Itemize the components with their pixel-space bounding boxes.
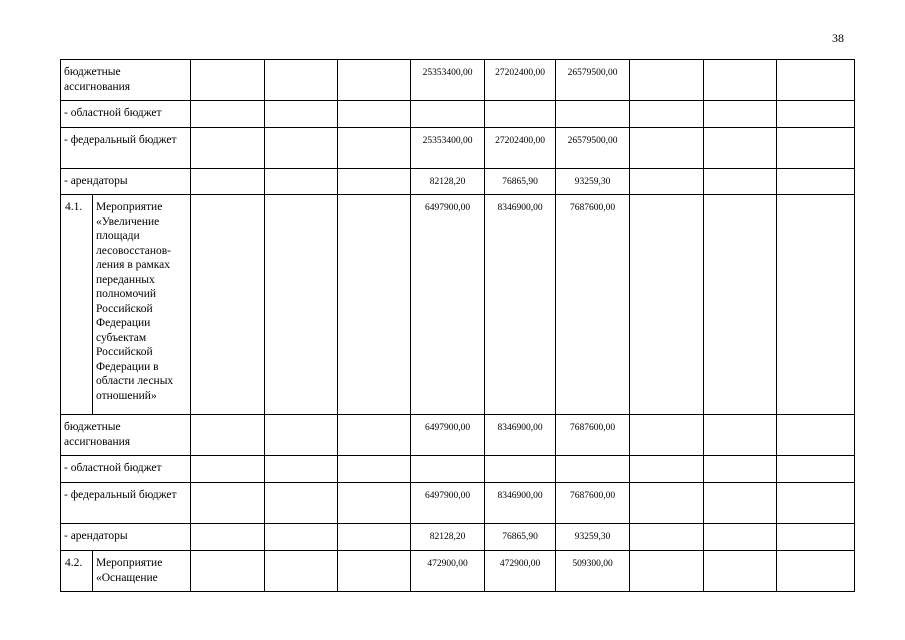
value-cell (411, 456, 485, 483)
table-row (61, 483, 855, 524)
empty-cell (338, 169, 411, 195)
table-row (61, 551, 855, 592)
empty-cell (265, 60, 338, 101)
empty-cell (777, 456, 855, 483)
table-row (61, 60, 855, 101)
empty-cell (338, 456, 411, 483)
empty-cell (191, 101, 265, 128)
row-label: - федеральный бюджет (61, 483, 191, 524)
empty-cell (777, 551, 855, 592)
empty-cell (338, 195, 411, 415)
empty-cell (630, 128, 704, 169)
empty-cell (630, 101, 704, 128)
empty-cell (777, 195, 855, 415)
empty-cell (265, 415, 338, 456)
row-label: - областной бюджет (61, 101, 191, 128)
empty-cell (265, 195, 338, 415)
value-cell: 93259,30 (556, 524, 630, 551)
row-label: бюджетные ассигнования (61, 415, 191, 456)
empty-cell (338, 101, 411, 128)
empty-cell (265, 128, 338, 169)
empty-cell (265, 456, 338, 483)
row-label: - арендаторы (61, 524, 191, 551)
row-label: - арендаторы (61, 169, 191, 195)
value-cell: 76865,90 (485, 169, 556, 195)
empty-cell (191, 195, 265, 415)
value-cell: 27202400,00 (485, 60, 556, 101)
value-cell (485, 101, 556, 128)
value-cell: 8346900,00 (485, 195, 556, 415)
value-cell: 7687600,00 (556, 483, 630, 524)
empty-cell (704, 195, 777, 415)
table-row (61, 524, 855, 551)
value-cell: 27202400,00 (485, 128, 556, 169)
value-cell: 7687600,00 (556, 195, 630, 415)
row-label: бюджетные ассигнования (61, 60, 191, 101)
value-cell: 8346900,00 (485, 415, 556, 456)
empty-cell (630, 169, 704, 195)
value-cell: 472900,00 (485, 551, 556, 592)
table-row (61, 169, 855, 195)
empty-cell (777, 101, 855, 128)
empty-cell (630, 60, 704, 101)
empty-cell (191, 456, 265, 483)
item-title: Мероприятие «Увеличение площади лесовосстанов-ления в рамках переданных полномочий Российской Федерации субъектам Российской Федерации в области лесных отношений» (93, 195, 191, 415)
empty-cell (630, 415, 704, 456)
empty-cell (338, 483, 411, 524)
empty-cell (704, 101, 777, 128)
value-cell (556, 101, 630, 128)
empty-cell (777, 524, 855, 551)
page-number: 38 (832, 31, 844, 45)
empty-cell (338, 128, 411, 169)
value-cell: 93259,30 (556, 169, 630, 195)
empty-cell (338, 415, 411, 456)
empty-cell (191, 128, 265, 169)
item-number: 4.1. (61, 195, 93, 415)
empty-cell (191, 415, 265, 456)
table-row (61, 128, 855, 169)
empty-cell (630, 456, 704, 483)
empty-cell (704, 551, 777, 592)
value-cell: 6497900,00 (411, 483, 485, 524)
item-title: Мероприятие «Оснащение (93, 551, 191, 592)
empty-cell (630, 551, 704, 592)
row-label: - федеральный бюджет (61, 128, 191, 169)
empty-cell (704, 483, 777, 524)
value-cell: 7687600,00 (556, 415, 630, 456)
empty-cell (338, 551, 411, 592)
value-cell: 76865,90 (485, 524, 556, 551)
empty-cell (777, 128, 855, 169)
value-cell (411, 101, 485, 128)
empty-cell (265, 524, 338, 551)
empty-cell (630, 483, 704, 524)
value-cell (556, 456, 630, 483)
table-row (61, 101, 855, 128)
empty-cell (704, 60, 777, 101)
value-cell: 26579500,00 (556, 60, 630, 101)
table-row (61, 456, 855, 483)
budget-table (60, 59, 855, 592)
empty-cell (265, 101, 338, 128)
empty-cell (265, 169, 338, 195)
value-cell: 8346900,00 (485, 483, 556, 524)
empty-cell (265, 551, 338, 592)
item-number: 4.2. (61, 551, 93, 592)
value-cell: 6497900,00 (411, 195, 485, 415)
empty-cell (630, 195, 704, 415)
value-cell: 472900,00 (411, 551, 485, 592)
empty-cell (777, 60, 855, 101)
empty-cell (191, 483, 265, 524)
value-cell: 25353400,00 (411, 128, 485, 169)
empty-cell (191, 524, 265, 551)
table-row (61, 415, 855, 456)
table-row (61, 195, 855, 415)
value-cell: 82128,20 (411, 524, 485, 551)
empty-cell (630, 524, 704, 551)
value-cell: 26579500,00 (556, 128, 630, 169)
empty-cell (704, 456, 777, 483)
empty-cell (704, 169, 777, 195)
empty-cell (191, 551, 265, 592)
value-cell: 25353400,00 (411, 60, 485, 101)
row-label: - областной бюджет (61, 456, 191, 483)
empty-cell (191, 169, 265, 195)
budget-table-body (61, 60, 855, 592)
value-cell: 6497900,00 (411, 415, 485, 456)
empty-cell (265, 483, 338, 524)
empty-cell (704, 415, 777, 456)
empty-cell (704, 128, 777, 169)
empty-cell (338, 524, 411, 551)
empty-cell (191, 60, 265, 101)
empty-cell (777, 415, 855, 456)
value-cell: 509300,00 (556, 551, 630, 592)
empty-cell (704, 524, 777, 551)
empty-cell (777, 169, 855, 195)
empty-cell (777, 483, 855, 524)
value-cell (485, 456, 556, 483)
value-cell: 82128,20 (411, 169, 485, 195)
empty-cell (338, 60, 411, 101)
